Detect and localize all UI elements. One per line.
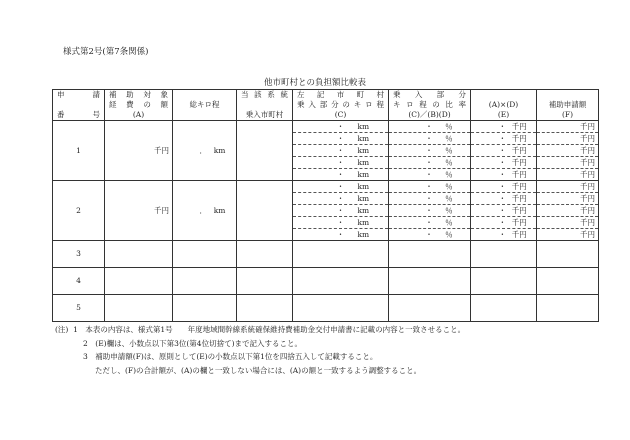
note-3: 3 補助申請額(F)は、原則として(E)の小数点以下第1位を四捨五入して記載すること。	[83, 352, 378, 361]
municipality-cell[interactable]	[237, 181, 293, 241]
subsidy-cost-cell: 千円	[105, 181, 173, 241]
note-2: 2 (E)欄は、小数点以下第3位(第4位切捨て)まで記入すること。	[83, 338, 302, 348]
table-row	[53, 241, 599, 268]
municipality-cell[interactable]	[237, 121, 293, 181]
header-entry-part: 乗入部分	[389, 90, 471, 101]
note-3b: ただし、(F)の合計額が、(A)の欄と一致しない場合には、(A)の額と一致するよう調整すること。	[95, 365, 422, 375]
header-application-amount: 補助申請額	[537, 90, 599, 111]
header-subsidy-cost: 補助対象	[105, 90, 173, 101]
header-total-km: 総キロ程	[173, 90, 237, 121]
header-a-times-d: (A)×(D)	[471, 90, 537, 111]
table-row: 1 千円 ． km ・ km ・ ％ ・ 千円 千円	[53, 121, 599, 133]
total-km-cell: ． km	[173, 181, 237, 241]
header-row	[53, 90, 599, 101]
notes	[55, 323, 465, 377]
header-application: 申 請	[53, 90, 105, 101]
row-number: 3	[53, 241, 105, 268]
subsidy-cost-cell: 千円	[105, 121, 173, 181]
row-number: 4	[53, 268, 105, 295]
row-number: 5	[53, 295, 105, 322]
note-1: (注) 1 本表の内容は、様式第1号 年度地域間幹線系統確保維持費補助金交付申請書に記載の内容と一致させること。	[55, 325, 466, 334]
table-row	[53, 268, 599, 295]
total-km-cell: ． km	[173, 121, 237, 181]
comparison-table: 申 請 補助対象 総キロ程 当該系統 左記市町村 乗入部分 (A)×(D) 補助申請額 経費の額 乗入部分のキロ程 キロ程の比率 番 号 (A) 乗入市町村 (C) (C)／(B)(D) (E) (F) 1 千円 ． km ・ km ・ ％ ・ 千円 千円 ・ km ・ ％ ・ 千円 千円 ・ km ・ ％ ・ 千円 千円 ・ km ・ ％ ・ 千円 千円 ・ km ・ ％ ・ 千円 千円 2 千円 ． km ・ km ・ ％ ・ 千円 千円 ・ km ・ ％ ・ 千円 千円 ・ km ・ ％ ・ 千円 千円 ・ km ・ ％ ・ 千円 千円 ・ km ・ ％ ・ 千円 千円 3 4 5	[52, 89, 599, 322]
form-number: 様式第2号(第7条関係)	[63, 47, 149, 57]
row-number: 2	[53, 181, 105, 241]
header-left-municipality: 左記市町村	[293, 90, 389, 101]
document-title: 他市町村との負担額比較表	[263, 78, 366, 88]
row-number: 1	[53, 121, 105, 181]
table-row: 2 千円 ． km ・ km ・ ％ ・ 千円 千円	[53, 181, 599, 193]
header-route: 当該系統	[237, 90, 293, 101]
table-row	[53, 295, 599, 322]
